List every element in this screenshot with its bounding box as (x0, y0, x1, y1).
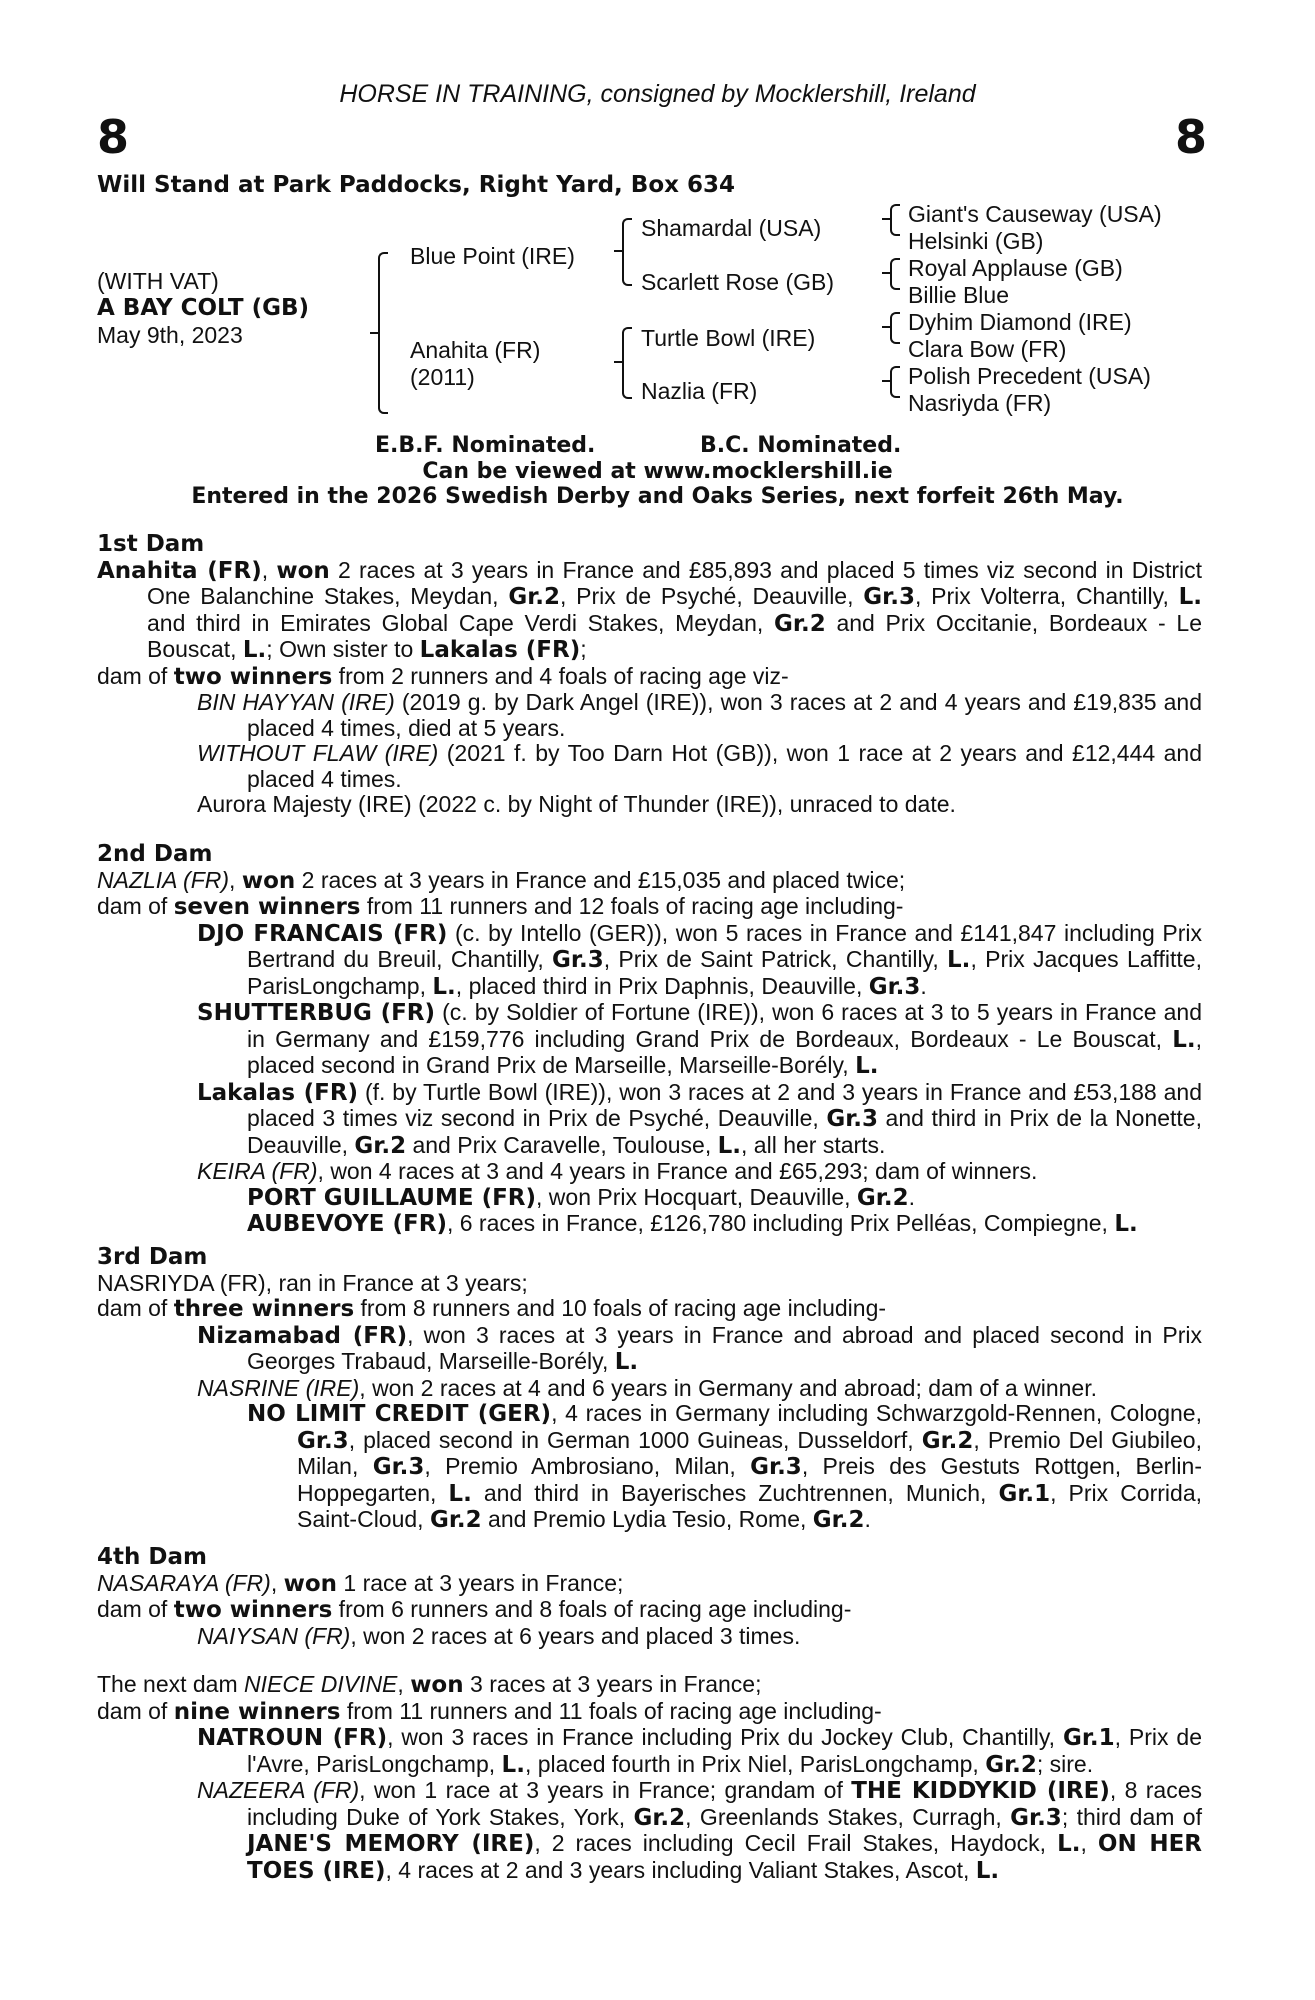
offspring-name: JANE'S MEMORY (IRE) (247, 1831, 535, 1857)
offspring-name: WITHOUT FLAW (IRE) (197, 740, 439, 766)
offspring-name: NAZEERA (FR) (197, 1777, 360, 1803)
fourth-dam-title: 4th Dam (97, 1544, 207, 1570)
brace-gen1-tip (370, 332, 378, 334)
offspring-entry (97, 1080, 1202, 1160)
text: Aurora Majesty (IRE) (2022 c. by Night of Thunder (IRE)), unraced to date. (197, 791, 956, 817)
second-dam-section (97, 842, 1202, 1238)
text: and Premio Lydia Tesio, Rome, (481, 1506, 813, 1532)
next-dam-record: The next dam NIECE DIVINE, won 3 races at 3 years in France; (97, 1671, 762, 1698)
offspring-entry (97, 1376, 1202, 1402)
grade: Gr.2 (633, 1804, 686, 1831)
text: , (1080, 1830, 1098, 1856)
viewing-note: Can be viewed at www.mocklershill.ie (422, 459, 893, 484)
offspring-entry (97, 1159, 1202, 1185)
offspring-name: KEIRA (FR) (197, 1158, 318, 1184)
offspring-name: Lakalas (FR) (197, 1079, 359, 1106)
text: (c. by Soldier of Fortune (IRE)), won 6 races at 3 to 5 years in France and in Germany and £159,776 including Grand Prix de Bordeaux, Bordeaux - Le Bouscat, (247, 999, 1202, 1052)
brace-dam-tip (614, 361, 622, 363)
text: (c. by Intello (GER)), won 5 races in France and £141,847 including Prix Bertrand du Breuil, Chantilly, (247, 919, 1202, 972)
text: and third in Bayerisches Zuchtrennen, Munich, (471, 1479, 999, 1506)
text: . (908, 1183, 915, 1210)
offspring-entry (97, 1624, 1202, 1650)
third-dam-title: 3rd Dam (97, 1244, 208, 1270)
text: and third in Prix de la Nonette, Deauville, (247, 1105, 1202, 1158)
text: dam of (97, 1697, 174, 1724)
sire-name: Blue Point (IRE) (410, 243, 575, 269)
text: , 6 races in France, £126,780 including Prix Pelléas, Compiegne, (446, 1210, 1115, 1236)
offspring-name: NASRINE (IRE) (197, 1374, 360, 1401)
listed: L. (717, 1132, 742, 1159)
winners-count: two winners (173, 1597, 333, 1623)
grade: Gr.2 (985, 1751, 1037, 1778)
text: dam of (97, 1295, 174, 1321)
text: , Prix de Psyché, Deauville, (560, 583, 864, 609)
dd-sire: Polish Precedent (USA) (908, 363, 1151, 389)
text: , 4 races in Germany including Schwarzgold-Rennen, Cologne, (551, 1400, 1202, 1426)
grade: Gr.3 (1010, 1804, 1062, 1831)
third-dam-produce-summary (97, 1296, 1202, 1323)
grade: Gr.3 (372, 1454, 425, 1480)
listed: L. (432, 973, 456, 1000)
brace-dam-top (622, 327, 632, 363)
sd-dam: Billie Blue (908, 282, 1009, 308)
brace-g3-1-bottom (890, 220, 900, 236)
listed: L. (501, 1751, 525, 1778)
text: 2 races at 3 years in France and £85,893 and placed 5 times viz second in District One Balanchine Stakes, Meydan, (147, 556, 1203, 609)
grade: Gr.2 (774, 610, 826, 637)
ds-dam: Clara Bow (FR) (908, 336, 1067, 362)
offspring-name: NATROUN (FR) (197, 1725, 388, 1751)
text: , won 4 races at 3 and 4 years in France and £65,293; dam of winners. (317, 1158, 1038, 1184)
brace-g3-1-tip (882, 218, 890, 220)
text: ; (580, 636, 587, 662)
listed: L. (448, 1480, 472, 1507)
brace-g3-3-tip (882, 326, 890, 328)
offspring-name: DJO FRANCAIS (FR) (197, 920, 448, 947)
text: from 2 runners and 4 foals of racing age viz- (332, 662, 789, 689)
text: , won 2 races at 4 and 6 years in Germany and abroad; dam of a winner. (359, 1374, 1097, 1401)
offspring-entry (97, 921, 1202, 1001)
second-dam-record: NAZLIA (FR), won 2 races at 3 years in France and £15,035 and placed twice; (97, 866, 906, 894)
offspring-name: NAIYSAN (FR) (197, 1622, 351, 1649)
winners-count: two winners (173, 663, 333, 690)
foaled-date: May 9th, 2023 (97, 322, 243, 348)
sire-dam: Scarlett Rose (GB) (641, 269, 834, 295)
next-dam-section (97, 1672, 1202, 1884)
grade: Gr.3 (552, 947, 604, 973)
listed: L. (855, 1053, 879, 1079)
fourth-dam-section (97, 1545, 1202, 1649)
brace-g3-2-top (890, 258, 900, 274)
text: The next dam (97, 1671, 245, 1697)
offspring-name: Nizamabad (FR) (197, 1322, 408, 1349)
text: , Prix Volterra, Chantilly, (914, 583, 1179, 609)
offspring-entry (97, 1000, 1202, 1080)
first-dam-produce-summary (97, 664, 1202, 691)
brace-g3-2-bottom (890, 274, 900, 290)
dam-sire: Turtle Bowl (IRE) (641, 325, 816, 351)
brace-g3-4-top (890, 366, 900, 382)
grade: Gr.3 (826, 1106, 878, 1132)
horse-name: A BAY COLT (GB) (97, 295, 310, 321)
text: , Premio Del Giubileo, Milan, (297, 1426, 1202, 1479)
third-dam-section (97, 1245, 1202, 1534)
text: dam of (97, 662, 174, 689)
brace-gen1-bottom (378, 334, 388, 414)
text: , 2 races including Cecil Frail Stakes, Haydock, (534, 1830, 1058, 1856)
text: , Greenlands Stakes, Curragh, (685, 1803, 1011, 1830)
brace-g3-3-bottom (890, 328, 900, 344)
brace-g3-1-top (890, 204, 900, 220)
text: ; third dam of (1061, 1803, 1202, 1830)
winners-count: seven winners (173, 894, 361, 920)
brace-gen1-top (378, 252, 388, 334)
text: ; sire. (1036, 1750, 1094, 1777)
won-label: won (410, 1672, 464, 1698)
brace-sire-top (622, 218, 632, 252)
text: , won 1 race at 3 years in France; grandam of (359, 1777, 852, 1803)
text: from 6 runners and 8 foals of racing age including- (332, 1596, 852, 1622)
winners-count: nine winners (173, 1698, 341, 1725)
text: and Prix Occitanie, Bordeaux - Le Bouscat, (147, 609, 1202, 662)
lot-number-right: 8 (1174, 110, 1207, 164)
ss-dam: Helsinki (GB) (908, 228, 1044, 254)
brace-g3-3-top (890, 312, 900, 328)
text: . (920, 972, 927, 999)
text: and third in Emirates Global Cape Verdi Stakes, Meydan, (147, 609, 775, 636)
brace-g3-4-bottom (890, 382, 900, 398)
text: from 11 runners and 12 foals of racing age including- (360, 893, 904, 919)
brace-sire-tip (614, 250, 622, 252)
vat-label: (WITH VAT) (97, 268, 219, 294)
stand-location: Will Stand at Park Paddocks, Right Yard, Box 634 (97, 172, 735, 198)
sister-name: Lakalas (FR) (419, 637, 581, 663)
text: from 8 runners and 10 foals of racing age including- (354, 1295, 887, 1321)
catalogue-subtitle: HORSE IN TRAINING, consigned by Mocklershill, Ireland (339, 80, 976, 108)
offspring-name: SHUTTERBUG (FR) (197, 1000, 436, 1026)
next-dam-name: NIECE DIVINE (244, 1671, 398, 1697)
grade: Gr.1 (998, 1480, 1051, 1507)
grade: Gr.1 (1062, 1725, 1115, 1751)
text: 2 races at 3 years in France and £15,035 and placed twice; (295, 866, 906, 893)
grand-offspring-entry (97, 1401, 1202, 1534)
text: 3 races at 3 years in France; (463, 1671, 762, 1697)
lot-number-left: 8 (97, 110, 130, 164)
text: , won 2 races at 6 years and placed 3 times. (350, 1622, 801, 1649)
dam-name: Anahita (FR) (410, 337, 541, 363)
text: , 4 races at 2 and 3 years including Valiant Stakes, Ascot, (385, 1856, 976, 1883)
text: , placed second in German 1000 Guineas, Dusseldorf, (348, 1426, 922, 1453)
offspring-entry (97, 1778, 1202, 1884)
ebf-note: E.B.F. Nominated. (375, 433, 596, 458)
text: , Preis des Gestuts Rottgen, Berlin-Hoppegarten, (297, 1453, 1202, 1506)
text: 1 race at 3 years in France; (337, 1569, 624, 1596)
first-dam-name: Anahita (FR) (97, 557, 262, 584)
sd-sire: Royal Applause (GB) (908, 255, 1123, 281)
listed: L. (947, 947, 971, 973)
text: , Premio Ambrosiano, Milan, (424, 1453, 751, 1479)
dam-dam: Nazlia (FR) (641, 378, 758, 404)
listed: L. (1172, 1026, 1196, 1053)
offspring-name: NO LIMIT CREDIT (GER) (247, 1401, 552, 1427)
text: (f. by Turtle Bowl (IRE)), won 3 races at 2 and 3 years in France and £53,188 and placed 3 times viz second in Prix de Psyché, Deauville, (247, 1078, 1202, 1131)
fourth-dam-record: NASARAYA (FR), won 1 race at 3 years in France; (97, 1569, 624, 1597)
second-dam-name: NAZLIA (FR) (97, 866, 230, 893)
grade: Gr.2 (812, 1507, 865, 1533)
text: , all her starts. (741, 1131, 886, 1158)
text: , won 3 races at 3 years in France and abroad and placed second in Prix Georges Trabaud, Marseille-Borély, (247, 1321, 1202, 1374)
listed: L. (1178, 584, 1203, 610)
grade: Gr.2 (429, 1507, 482, 1533)
offspring-entry (97, 690, 1202, 741)
brace-sire-bottom (622, 252, 632, 286)
won-label: won (276, 557, 330, 584)
second-dam-produce-summary (97, 894, 1202, 921)
third-dam-record: NASRIYDA (FR), ran in France at 3 years; (97, 1269, 528, 1296)
offspring-name: ON HER TOES (IRE) (247, 1831, 1202, 1884)
offspring-name: AUBEVOYE (FR) (247, 1211, 447, 1237)
fourth-dam-name: NASARAYA (FR) (97, 1569, 271, 1596)
offspring-entry (97, 1725, 1202, 1778)
bc-note: B.C. Nominated. (700, 433, 902, 458)
first-dam-section (97, 532, 1202, 818)
offspring-name: PORT GUILLAUME (FR) (247, 1184, 537, 1211)
grade: Gr.3 (297, 1427, 349, 1454)
text: dam of (97, 893, 174, 919)
listed: L. (1114, 1211, 1138, 1237)
ss-sire: Giant's Causeway (USA) (908, 201, 1162, 227)
winners-count: three winners (173, 1296, 355, 1322)
text: , placed third in Prix Daphnis, Deauville, (455, 972, 869, 999)
first-dam-title: 1st Dam (97, 531, 205, 557)
text: , won 3 races in France including Prix du Jockey Club, Chantilly, (387, 1724, 1063, 1750)
listed: L. (614, 1349, 639, 1375)
text: . (864, 1506, 871, 1532)
grade: Gr.3 (868, 973, 921, 1000)
grand-offspring-entry (97, 1211, 1202, 1238)
brace-dam-bottom (622, 363, 632, 399)
text: , won Prix Hocquart, Deauville, (536, 1183, 857, 1210)
ds-sire: Dyhim Diamond (IRE) (908, 309, 1132, 335)
grade: Gr.2 (354, 1132, 407, 1159)
text: from 11 runners and 11 foals of racing age including- (340, 1697, 882, 1724)
text: , placed fourth in Prix Niel, ParisLongchamp, (524, 1750, 986, 1777)
listed: L. (242, 637, 267, 663)
fourth-dam-produce-summary (97, 1597, 1202, 1624)
first-dam-record: Anahita (FR), won 2 races at 3 years in France and £85,893 and placed 5 times viz second in District One Balanchine Stakes, Meydan, Gr.2, Prix de Psyché, Deauville, Gr.3, Prix Volterra, Chantilly, L. and third in Emirates Global Cape Verdi Stakes, Meydan, Gr.2 and Prix Occitanie, Bordeaux - Le Bouscat, L.; Own sister to Lakalas (FR); (97, 556, 1203, 663)
grand-offspring-entry (97, 1185, 1202, 1212)
grade: Gr.2 (856, 1184, 909, 1211)
second-dam-title: 2nd Dam (97, 841, 213, 867)
text: , Prix Corrida, Saint-Cloud, (297, 1479, 1202, 1532)
grade: Gr.3 (863, 584, 915, 610)
won-label: won (241, 867, 296, 894)
offspring-entry (97, 792, 1202, 818)
grade: Gr.2 (508, 584, 560, 610)
text: (2019 g. by Dark Angel (IRE)), won 3 races at 2 and 4 years and £19,835 and placed 4 times, died at 5 years. (247, 689, 1202, 741)
brace-g3-2-tip (882, 272, 890, 274)
listed: L. (975, 1857, 1000, 1884)
text: , Prix Jacques Laffitte, ParisLongchamp, (247, 946, 1202, 999)
text: , 8 races including Duke of York Stakes, York, (247, 1777, 1202, 1830)
grade: Gr.3 (750, 1454, 802, 1480)
offspring-entry (97, 741, 1202, 792)
sire-sire: Shamardal (USA) (641, 215, 822, 241)
brace-g3-4-tip (882, 380, 890, 382)
text: , placed second in Grand Prix de Marseille, Marseille-Borély, (247, 1025, 1202, 1078)
dd-dam: Nasriyda (FR) (908, 390, 1052, 416)
text: (2021 f. by Too Darn Hot (GB)), won 1 race at 2 years and £12,444 and placed 4 times. (247, 740, 1202, 792)
offspring-entry (97, 1323, 1202, 1376)
dam-year: (2011) (410, 364, 475, 390)
text: , Prix de Saint Patrick, Chantilly, (603, 946, 948, 972)
won-label: won (283, 1570, 338, 1597)
offspring-name: THE KIDDYKID (IRE) (851, 1778, 1110, 1804)
derby-entry-note: Entered in the 2026 Swedish Derby and Oaks Series, next forfeit 26th May. (191, 484, 1124, 509)
offspring-name: BIN HAYYAN (IRE) (197, 689, 395, 715)
text: ; Own sister to (266, 636, 420, 662)
grade: Gr.2 (921, 1427, 974, 1454)
next-dam-produce-summary (97, 1699, 1202, 1726)
text: dam of (97, 1596, 174, 1622)
text: , Prix de l'Avre, ParisLongchamp, (247, 1724, 1202, 1777)
listed: L. (1057, 1831, 1081, 1857)
text: and Prix Caravelle, Toulouse, (406, 1131, 718, 1158)
